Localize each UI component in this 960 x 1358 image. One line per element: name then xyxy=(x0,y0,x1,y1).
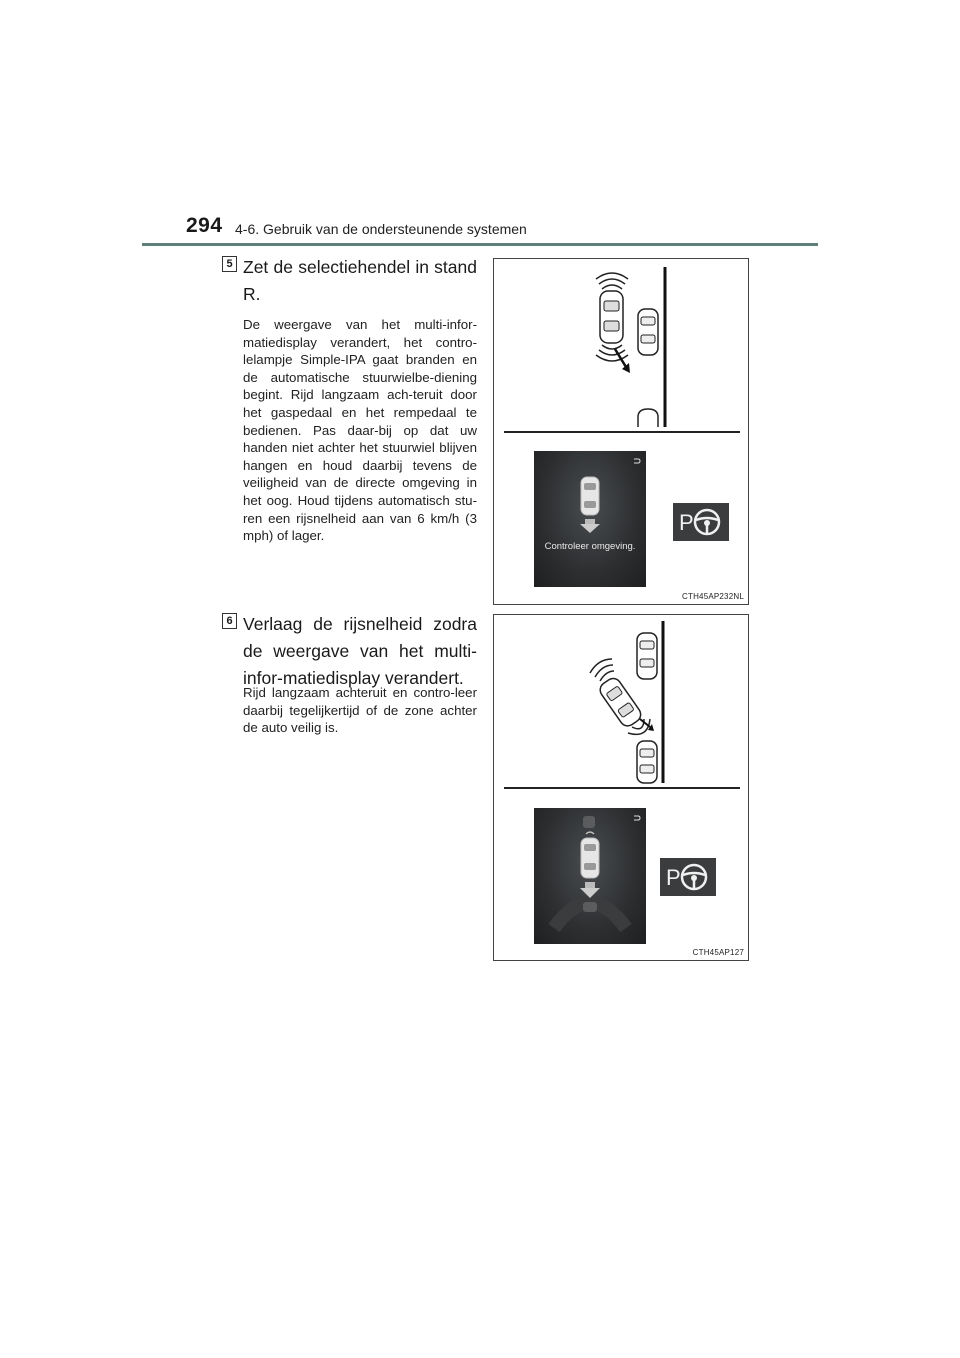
figure-step-5 xyxy=(493,258,749,605)
step-badge-5: 5 xyxy=(222,256,237,272)
multi-info-display xyxy=(534,451,646,587)
parking-scene-illustration xyxy=(494,259,748,429)
car-top-view-icon xyxy=(581,838,599,878)
figure-code: CTH45AP232NL xyxy=(682,592,744,601)
figure-code: CTH45AP127 xyxy=(692,948,744,957)
screen-message: Controleer omgeving. xyxy=(544,541,636,552)
figure-step-6 xyxy=(493,614,749,961)
own-car-icon xyxy=(600,291,623,343)
parking-steering-indicator-icon xyxy=(660,858,716,896)
step-heading-5: Zet de selectiehendel in stand R. xyxy=(243,257,477,304)
step-badge-6: 6 xyxy=(222,613,237,629)
own-car-icon xyxy=(597,675,644,729)
parked-car-rear-icon xyxy=(637,741,657,783)
car-top-view-icon xyxy=(581,477,599,515)
parking-scene-illustration xyxy=(494,615,748,785)
down-arrow-icon xyxy=(580,519,600,533)
section-title: 4-6. Gebruik van de ondersteunende systemen xyxy=(235,221,527,237)
back-arrow-icon xyxy=(634,816,640,820)
parked-car-icon xyxy=(638,309,658,355)
header-rule xyxy=(142,243,818,246)
svg-text:P: P xyxy=(666,865,681,890)
back-arrow-icon xyxy=(634,459,640,463)
parked-car-front-icon xyxy=(637,633,657,679)
step-body-6: Rijd langzaam achteruit en contro-leer daarbij tegelijkertijd of de zone achter de auto veilig is. xyxy=(243,685,477,736)
step-heading-6: Verlaag de rijsnelheid zodra de weergave van het multi-infor-matiedisplay verandert. xyxy=(243,614,477,688)
page-number: 294 xyxy=(186,214,223,237)
step-body-5: De weergave van het multi-infor-matiedisplay verandert, het contro-lelampje Simple-IPA gaat branden en de automatische stuurwielbe-diening begint. Rijd langzaam ach-teruit door het gaspedaal en het rempedaal te bedienen. Pas daar-bij op dat uw handen niet achter het stuurwiel blijven hangen en houd daarbij tevens de veiligheid van de directe omgeving in het oog. Houd tijdens automatisch stu-ren een rijsnelheid aan van 6 km/h (3 mph) of lager. xyxy=(243,317,477,544)
svg-text:P: P xyxy=(679,510,694,535)
down-arrow-icon xyxy=(580,882,600,898)
parking-steering-indicator-icon xyxy=(673,503,729,541)
multi-info-display xyxy=(534,808,646,944)
